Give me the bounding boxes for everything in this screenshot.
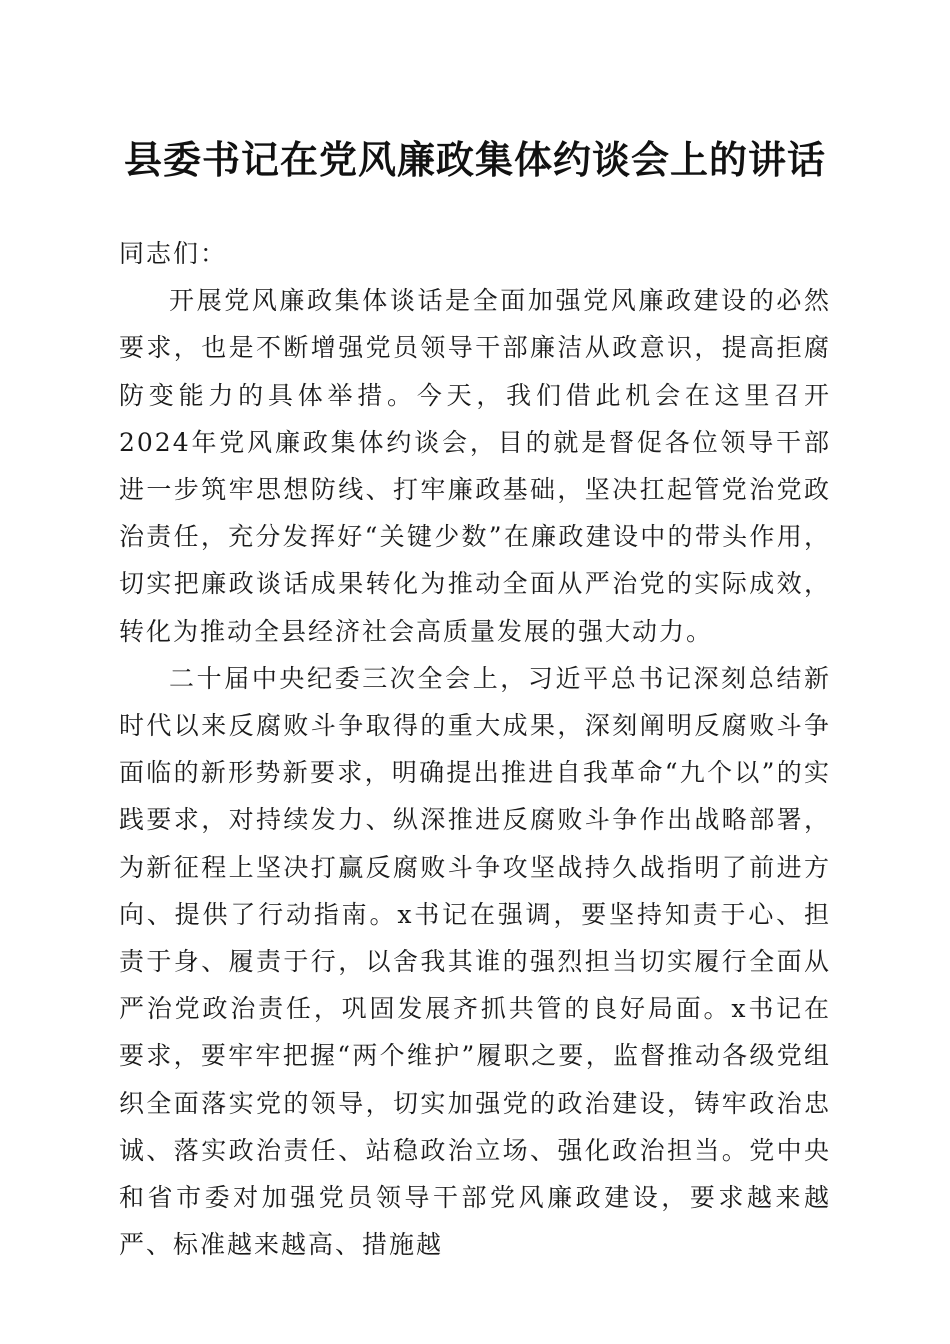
salutation: 同志们： bbox=[119, 239, 228, 268]
document-title: 县委书记在党风廉政集体约谈会上的讲话 bbox=[123, 137, 826, 182]
paragraph-2: 二十届中央纪委三次全会上，习近平总书记深刻总结新时代以来反腐败斗争取得的重大成果，深刻阐明反腐败斗争面临的新形势新要求，明确提出推进自我革命“九个以”的实践要求，对持续发力、纵深推进反腐败斗争作出战略部署，为新征程上坚决打赢反腐败斗争攻坚战持久战指明了前进方向、提供了行动指南。x书记在强调，要坚持知责于心、担责于身、履责于行，以舍我其谁的强烈担当切实履行全面从严治党政治责任，巩固发展齐抓共管的良好局面。x书记在要求，要牢牢把握“两个维护”履职之要，监督推动各级党组织全面落实党的领导，切实加强党的政治建设，铸牢政治忠诚、落实政治责任、站稳政治立场、强化政治担当。党中央和省市委对加强党员领导干部党风廉政建设，要求越来越严、标准越来越高、措施越 bbox=[119, 663, 831, 1260]
paragraph-1: 开展党风廉政集体谈话是全面加强党风廉政建设的必然要求，也是不断增强党员领导干部廉洁从政意识，提高拒腐防变能力的具体举措。今天，我们借此机会在这里召开2024年党风廉政集体约谈会，目的就是督促各位领导干部进一步筑牢思想防线、打牢廉政基础，坚决扛起管党治党政治责任，充分发挥好“关键少数”在廉政建设中的带头作用，切实把廉政谈话成果转化为推动全面从严治党的实际成效，转化为推动全县经济社会高质量发展的强大动力。 bbox=[119, 286, 831, 646]
document-body bbox=[119, 230, 831, 1268]
